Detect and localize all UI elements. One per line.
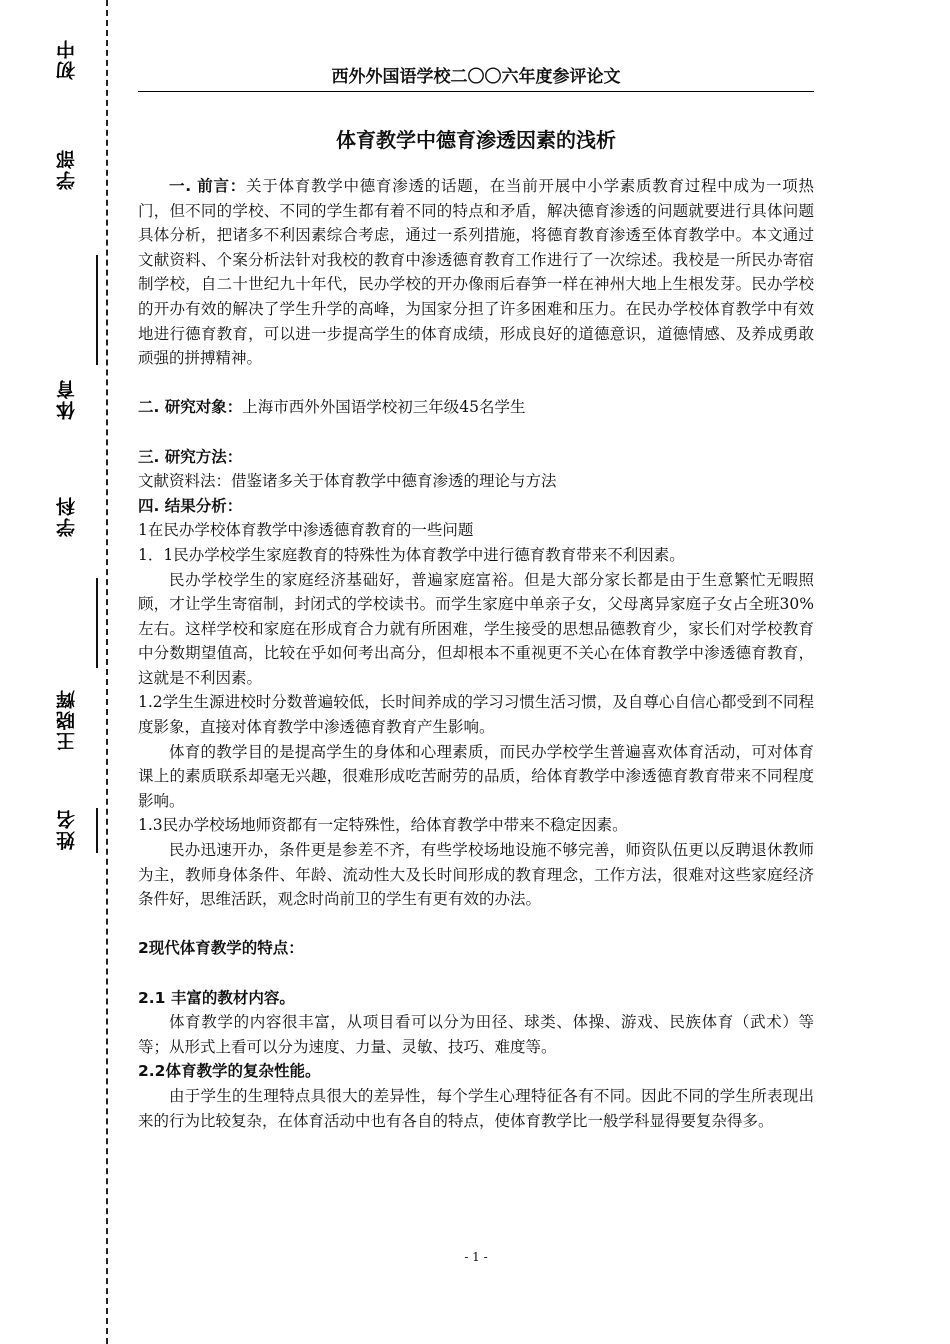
margin-name-line xyxy=(96,808,98,853)
intro-paragraph xyxy=(138,174,814,371)
section-1-3-body: 民办迅速开办，条件更是参差不齐，有些学校场地设施不够完善，师资队伍更以反聘退休教师为主，教师身体条件、年龄、流动性大及长时间形成的教育理念，工作方法，很难对这些家庭经济条件好，思维活跃，观念时尚前卫的学生有更有效的办法。 xyxy=(138,841,814,909)
section-1-1-heading: 1．1民办学校学生家庭教育的特殊性为体育教学中进行德育教育带来不利因素。 xyxy=(138,545,685,564)
margin-dept-line xyxy=(96,255,98,365)
section-1-2-heading: 1.2学生生源进校时分数普遍较低，长时间养成的学习习惯生活习惯，及自尊心自信心都受到不同程度影象，直接对体育教学中渗透德育教育产生影响。 xyxy=(138,693,814,737)
section-2-heading: 2现代体育教学的特点： xyxy=(138,939,304,958)
margin-subject-label: 学科 xyxy=(56,495,78,537)
section-1-1-body: 民办学校学生的家庭经济基础好，普遍家庭富裕。但是大部分家长都是由于生意繁忙无暇照顾，才让学生寄宿制，封闭式的学校读书。而学生家庭中单亲子女，父母离异家庭子女占全班30%左右。这样学校和家庭在形成育合力就有所困难，学生接受的思想品德教育少，家长们对学校教育中分数期望值高，比较在乎如何考出高分，但却根本不重视更不关心在体育教学中渗透德育教育，这就是不利因素。 xyxy=(138,570,814,687)
binding-dashed-line xyxy=(106,0,108,1344)
results-heading: 四. 结果分析： xyxy=(138,496,243,515)
margin-subject-line xyxy=(96,578,98,668)
margin-dept-label: 学部 xyxy=(56,148,78,190)
section-2-1-body: 体育教学的内容很丰富，从项目看可以分为田径、球类、体操、游戏、民族体育（武术）等等；从形式上看可以分为速度、力量、灵敏、技巧、难度等。 xyxy=(138,1013,814,1056)
objects-paragraph xyxy=(138,395,814,420)
margin-subject-value: 体育 xyxy=(56,378,78,420)
intro-heading: 一. 前言： xyxy=(169,177,247,195)
section-1-3-heading: 1.3民办学校场地师资都有一定特殊性，给体育教学中带来不稳定因素。 xyxy=(138,816,628,835)
section-1-heading: 1在民办学校体育教学中渗透德育教育的一些问题 xyxy=(138,521,474,540)
page-header: 西外外国语学校二〇〇六年度参评论文 xyxy=(138,62,814,92)
paper-title: 体育教学中德育渗透因素的浅析 xyxy=(336,128,616,152)
margin-grade-value: 初中 xyxy=(56,38,78,80)
section-2-1-heading: 2.1 丰富的教材内容。 xyxy=(138,988,295,1007)
objects-text: 上海市西外外国语学校初三年级45名学生 xyxy=(242,398,526,417)
methods-text: 文献资料法：借鉴诸多关于体育教学中德育渗透的理论与方法 xyxy=(138,472,557,491)
page-number: - 1 - xyxy=(464,1250,488,1264)
section-1-2-body: 体育的教学目的是提高学生的身体和心理素质，而民办学校学生普遍喜欢体育活动，可对体育课上的素质联系却毫无兴趣，很难形成吃苦耐劳的品质，给体育教学中渗透德育教育带来不同程度影响。 xyxy=(138,742,814,810)
objects-heading: 二. 研究对象： xyxy=(138,398,243,417)
section-2-2-heading: 2.2体育教学的复杂性能。 xyxy=(138,1062,321,1081)
section-2-2-body: 由于学生的生理特点具很大的差异性，每个学生心理特征各有不同。因此不同的学生所表现出来的行为比较复杂，在体育活动中也有各自的特点，使体育教学比一般学科显得要复杂得多。 xyxy=(138,1086,814,1130)
intro-text: 关于体育教学中德育渗透的话题，在当前开展中小学素质教育过程中成为一项热门，但不同的学校、不同的学生都有着不同的特点和矛盾，解决德育渗透的问题就要进行具体问题具体分析，把诸多不利因素综合考虑，通过一系列措施，将德育教育渗透至体育教学中。本文通过文献资料、个案分析法针对我校的教育中渗透德育教育工作进行了一次综述。我校是一所民办寄宿制学校，自二十世纪九十年代，民办学校的开办像雨后春笋一样在神州大地上生根发芽。民办学校的开办有效的解决了学生升学的高峰，为国家分担了许多困难和压力。在民办学校体育教学中有效地进行德育教育，可以进一步提高学生的体育成绩，形成良好的道德意识，道德情感、及养成勇敢顽强的拼搏精神。 xyxy=(138,177,814,368)
margin-name-value: 王晓辉 xyxy=(56,688,78,751)
methods-heading: 三. 研究方法： xyxy=(138,447,243,466)
margin-name-label: 姓名 xyxy=(56,808,78,850)
paper-body xyxy=(138,174,814,1133)
